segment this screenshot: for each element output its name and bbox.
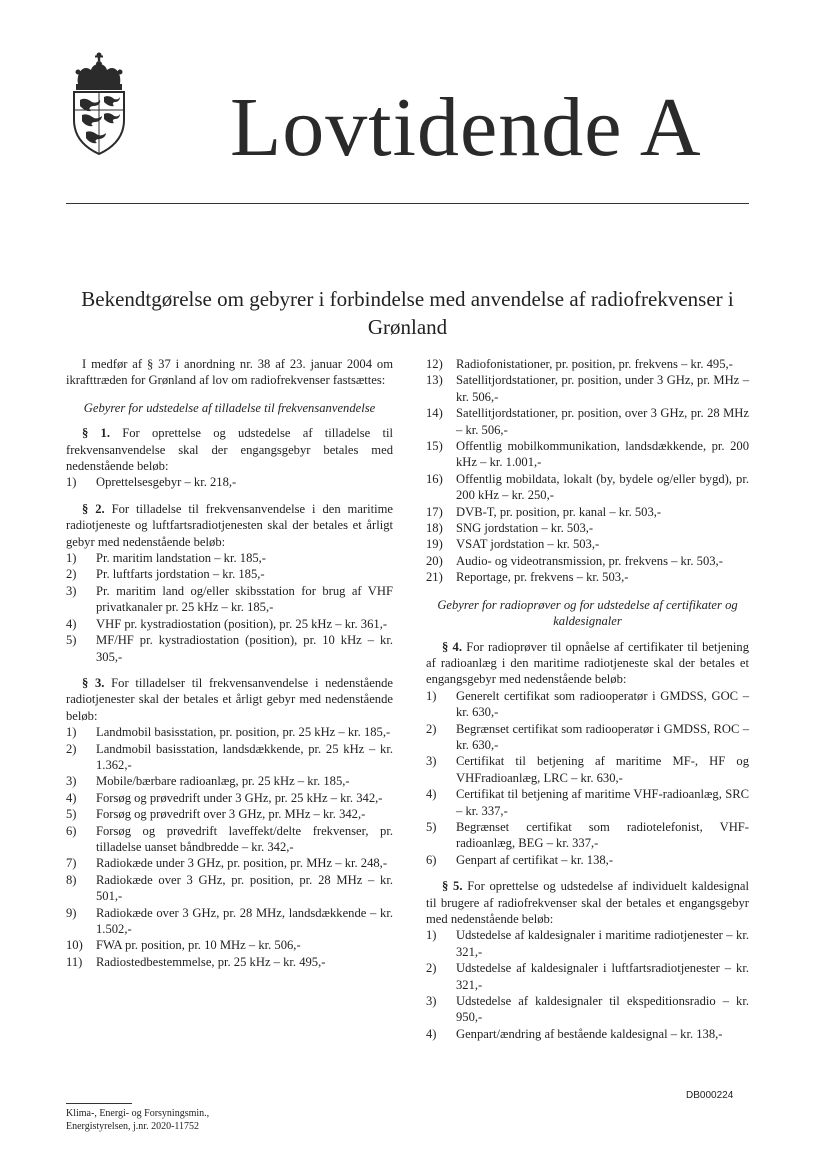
item-text: Landmobil basisstation, pr. position, pr. 25 kHz – kr. 185,- xyxy=(96,725,391,740)
paragraph-2 xyxy=(66,501,393,550)
item-text: Radiokæde over 3 GHz, pr. 28 MHz, landsdækkende – kr. 1.502,- xyxy=(96,905,393,936)
list-item xyxy=(426,960,749,993)
section-text: For tilladelser til frekvensanvendelse i nedenstående radiotjenester skal der betales et årligt gebyr med nedenstående beløb: xyxy=(66,675,393,723)
item-number: 18) xyxy=(426,521,443,536)
item-text: Satellitjordstationer, pr. position, under 3 GHz, pr. MHz – kr. 506,- xyxy=(456,373,749,404)
list-item xyxy=(66,937,393,953)
list-item xyxy=(66,550,393,566)
item-text: Begrænset certifikat som radiotelefonist, VHF-radioanlæg, BEG – kr. 337,- xyxy=(456,819,749,851)
section-heading-certificates: Gebyrer for radioprøver og for udstedelse af certifikater og kaldesignaler xyxy=(437,597,738,629)
item-text: Pr. maritim landstation – kr. 185,- xyxy=(96,551,267,566)
list-item xyxy=(426,819,749,852)
paragraph-3 xyxy=(66,675,393,724)
item-number: 2) xyxy=(426,721,437,736)
section-number: § 2. xyxy=(82,501,105,516)
list-item xyxy=(426,471,749,504)
item-number: 6) xyxy=(66,823,77,838)
list-item xyxy=(426,688,749,721)
item-text: Udstedelse af kaldesignaler til ekspeditionsradio – kr. 950,- xyxy=(456,994,749,1025)
list-item xyxy=(66,806,393,822)
fee-list-3-continued xyxy=(426,356,749,586)
item-number: 7) xyxy=(66,856,77,871)
item-text: MF/HF pr. kystradiostation (position), pr. 10 kHz – kr. 305,- xyxy=(96,633,393,664)
item-text: Offentlig mobilkommunikation, landsdækkende, pr. 200 kHz – kr. 1.001,- xyxy=(456,439,749,470)
item-number: 20) xyxy=(426,553,443,568)
item-number: 1) xyxy=(426,688,437,703)
item-text: VSAT jordstation – kr. 503,- xyxy=(456,537,600,552)
list-item xyxy=(66,905,393,938)
list-item xyxy=(66,583,393,616)
list-item xyxy=(66,741,393,774)
list-item xyxy=(426,1026,749,1042)
paragraph-1 xyxy=(66,425,393,474)
list-item xyxy=(426,438,749,471)
item-text: Offentlig mobildata, lokalt (by, bydele og/eller bygd), pr. 200 kHz – kr. 250,- xyxy=(456,471,749,503)
list-item xyxy=(426,993,749,1026)
item-number: 3) xyxy=(66,774,77,789)
item-text: Radiofonistationer, pr. position, pr. frekvens – kr. 495,- xyxy=(456,357,733,371)
item-text: Begrænset certifikat som radiooperatør i GMDSS, ROC – kr. 630,- xyxy=(456,721,749,752)
fee-list-1 xyxy=(66,474,393,490)
item-number: 21) xyxy=(426,570,443,585)
item-number: 4) xyxy=(66,790,77,805)
item-number: 5) xyxy=(66,633,77,648)
left-column xyxy=(66,356,393,970)
list-item xyxy=(426,356,749,372)
fee-list-4 xyxy=(426,688,749,868)
item-number: 12) xyxy=(426,357,443,371)
item-text: Certifikat til betjening af maritime MF-, HF og VHFradioanlæg, LRC – kr. 630,- xyxy=(456,754,749,785)
item-number: 3) xyxy=(66,583,77,598)
item-text: Satellitjordstationer, pr. position, over 3 GHz, pr. 28 MHz – kr. 506,- xyxy=(456,406,749,437)
item-text: FWA pr. position, pr. 10 MHz – kr. 506,- xyxy=(96,938,301,953)
item-text: Radiostedbestemmelse, pr. 25 kHz – kr. 495,- xyxy=(96,954,326,969)
section-text: For oprettelse og udstedelse af tilladelse til frekvensanvendelse skal der engangsgebyr betales med nedenstående beløb: xyxy=(66,426,393,474)
list-item xyxy=(426,721,749,754)
list-item xyxy=(66,616,393,632)
item-text: Forsøg og prøvedrift under 3 GHz, pr. 25 kHz – kr. 342,- xyxy=(96,790,383,805)
item-number: 4) xyxy=(66,616,77,631)
item-text: Landmobil basisstation, landsdækkende, pr. 25 kHz – kr. 1.362,- xyxy=(96,741,393,772)
section-text: For tilladelse til frekvensanvendelse i den maritime radiotjeneste og luftfartsradiotjenesten skal der betales et årligt gebyr med nedenstående beløb: xyxy=(66,501,394,549)
item-number: 5) xyxy=(66,807,77,822)
paragraph-4 xyxy=(426,639,749,688)
section-number: § 5. xyxy=(442,879,463,894)
item-text: Udstedelse af kaldesignaler i luftfartsradiotjenester – kr. 321,- xyxy=(456,961,749,992)
item-number: 5) xyxy=(426,819,437,834)
item-number: 2) xyxy=(66,567,77,582)
item-text: Pr. maritim land og/eller skibsstation for brug af VHF privatkanaler pr. 25 kHz – kr. 185,- xyxy=(96,583,393,615)
list-item xyxy=(426,553,749,569)
item-text: Pr. luftfarts jordstation – kr. 185,- xyxy=(96,567,265,582)
section-text: For radioprøver til opnåelse af certifikater til betjening af radioanlæg i den maritime radiotjeneste skal der betales et engangsgebyr med nedenstående beløb: xyxy=(426,639,750,687)
section-number: § 4. xyxy=(442,639,462,654)
item-text: Oprettelsesgebyr – kr. 218,- xyxy=(96,475,237,490)
intro-paragraph: I medfør af § 37 i anordning nr. 38 af 23. januar 2004 om ikrafttræden for Grønland af lov om radiofrekvenser fastsættes: xyxy=(66,357,393,388)
footer-divider xyxy=(66,1103,132,1104)
item-text: Radiokæde over 3 GHz, pr. position, pr. 28 MHz – kr. 501,- xyxy=(96,872,393,904)
item-text: Certifikat til betjening af maritime VHF-radioanlæg, SRC – kr. 337,- xyxy=(456,787,749,818)
item-text: Generelt certifikat som radiooperatør i GMDSS, GOC – kr. 630,- xyxy=(456,688,749,720)
list-item xyxy=(426,753,749,786)
list-item xyxy=(426,405,749,438)
item-text: Forsøg og prøvedrift over 3 GHz, pr. MHz – kr. 342,- xyxy=(96,807,366,822)
list-item xyxy=(66,872,393,905)
right-column xyxy=(426,356,749,1042)
item-text: Genpart af certifikat – kr. 138,- xyxy=(456,852,614,867)
item-number: 16) xyxy=(426,471,443,486)
item-number: 17) xyxy=(426,504,443,519)
fee-list-5 xyxy=(426,927,749,1042)
list-item xyxy=(426,569,749,585)
item-text: Udstedelse af kaldesignaler i maritime radiotjenester – kr. 321,- xyxy=(456,928,749,959)
page-title: Bekendtgørelse om gebyrer i forbindelse med anvendelse af radiofrekvenser i Grønland xyxy=(81,287,734,339)
list-item xyxy=(66,954,393,970)
item-number: 10) xyxy=(66,938,83,953)
item-number: 1) xyxy=(426,928,437,943)
item-text: Radiokæde under 3 GHz, pr. position, pr. MHz – kr. 248,- xyxy=(96,856,388,871)
item-number: 3) xyxy=(426,754,437,769)
item-number: 3) xyxy=(426,994,437,1009)
section-number: § 1. xyxy=(82,426,110,441)
list-item xyxy=(426,927,749,960)
masthead-title: Lovtidende A xyxy=(230,81,702,174)
item-number: 1) xyxy=(66,551,77,566)
item-number: 15) xyxy=(426,439,443,454)
section-number: § 3. xyxy=(82,675,105,690)
item-number: 9) xyxy=(66,905,77,920)
list-item xyxy=(66,474,393,490)
list-item xyxy=(426,536,749,552)
item-number: 6) xyxy=(426,852,437,867)
paragraph-5 xyxy=(426,878,749,927)
item-text: SNG jordstation – kr. 503,- xyxy=(456,521,594,536)
footer xyxy=(66,1108,209,1133)
list-item xyxy=(66,724,393,740)
list-item xyxy=(426,504,749,520)
item-number: 8) xyxy=(66,872,77,887)
list-item xyxy=(66,566,393,582)
item-number: 19) xyxy=(426,537,443,552)
fee-list-2 xyxy=(66,550,393,665)
section-text: For oprettelse og udstedelse af individuelt kaldesignal til brugere af radiofrekvenser skal der betales et engangsgebyr med nedenstående beløb: xyxy=(426,879,749,926)
item-text: VHF pr. kystradiostation (position), pr. 25 kHz – kr. 361,- xyxy=(96,616,388,631)
list-item xyxy=(66,823,393,856)
list-item xyxy=(66,790,393,806)
item-text: Reportage, pr. frekvens – kr. 503,- xyxy=(456,570,629,585)
list-item xyxy=(66,632,393,665)
masthead-divider xyxy=(66,203,749,204)
footer-reference: Energistyrelsen, j.nr. 2020-11752 xyxy=(66,1120,200,1132)
item-number: 2) xyxy=(426,961,437,976)
item-number: 11) xyxy=(66,954,83,969)
document-number: DB000224 xyxy=(686,1090,734,1101)
footer-ministry: Klima-, Energi- og Forsyningsmin., xyxy=(66,1108,210,1119)
item-number: 1) xyxy=(66,475,77,490)
list-item xyxy=(66,855,393,871)
list-item xyxy=(426,852,749,868)
item-number: 2) xyxy=(66,741,77,756)
list-item xyxy=(66,773,393,789)
list-item xyxy=(426,372,749,405)
item-text: Genpart/ændring af bestående kaldesignal – kr. 138,- xyxy=(456,1026,723,1041)
item-number: 4) xyxy=(426,1026,437,1041)
list-item xyxy=(426,786,749,819)
list-item xyxy=(426,520,749,536)
fee-list-3 xyxy=(66,724,393,970)
item-text: Mobile/bærbare radioanlæg, pr. 25 kHz – kr. 185,- xyxy=(96,774,350,789)
item-number: 13) xyxy=(426,373,443,388)
item-text: DVB-T, pr. position, pr. kanal – kr. 503,- xyxy=(456,504,662,519)
item-number: 14) xyxy=(426,406,443,421)
item-number: 4) xyxy=(426,787,437,802)
item-text: Forsøg og prøvedrift laveffekt/delte frekvenser, pr. tilladelse uanset båndbredde – kr. 342,- xyxy=(96,823,393,854)
section-heading-permits: Gebyrer for udstedelse af tilladelse til frekvensanvendelse xyxy=(83,400,376,415)
item-number: 1) xyxy=(66,725,77,740)
item-text: Audio- og videotransmission, pr. frekvens – kr. 503,- xyxy=(456,553,723,568)
royal-coat-of-arms-icon xyxy=(66,50,132,160)
